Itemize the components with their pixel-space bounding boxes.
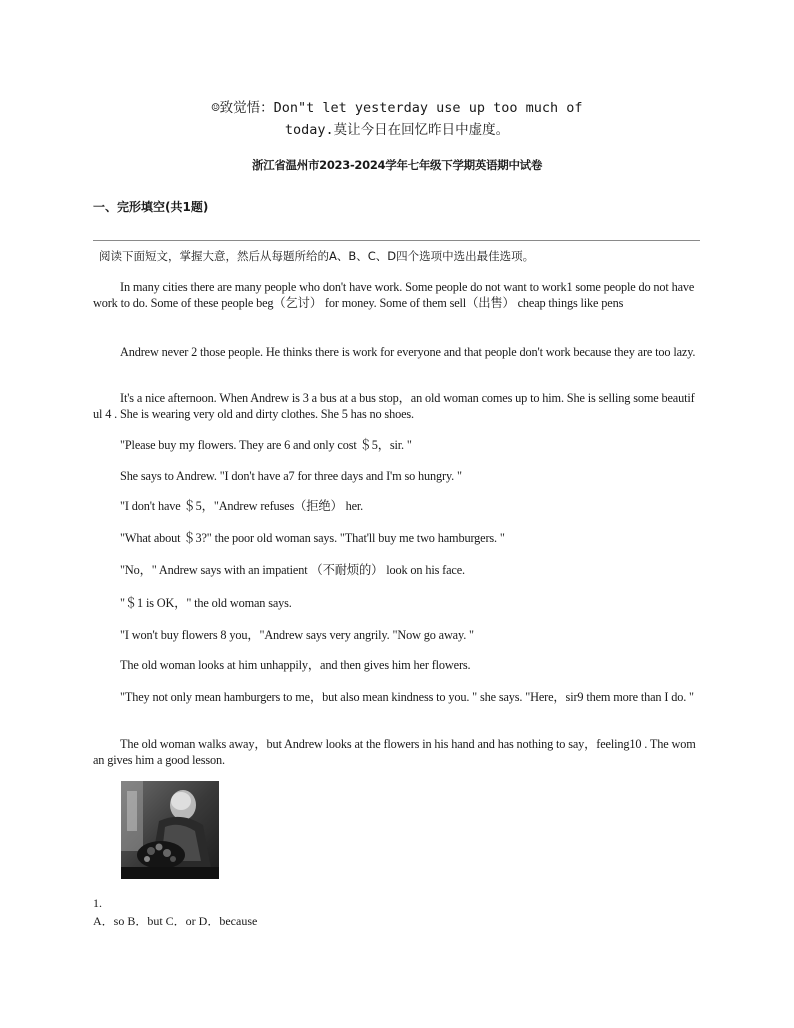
exam-title: 浙江省温州市2023-2024学年七年级下学期英语期中试卷: [251, 158, 543, 172]
passage-paragraph-4: "Please buy my flowers. They are 6 and only cost ＄5，sir. ": [120, 438, 412, 452]
passage-paragraph-8: "No，" Andrew says with an impatient （不耐烦的） look on his face.: [120, 563, 465, 577]
passage-paragraph-7: "What about ＄3?" the poor old woman says. "That'll buy me two hamburgers. ": [120, 531, 505, 545]
passage-paragraph-10: "I won't buy flowers 8 you，"Andrew says very angrily. "Now go away. ": [120, 628, 474, 642]
instruction-text: 阅读下面短文，掌握大意，然后从每题所给的A、B、C、D四个选项中选出最佳选项。: [99, 249, 535, 263]
passage-paragraph-12: "They not only mean hamburgers to me，but also mean kindness to you. " she says. "Here，sir9 them more than I do. ": [120, 690, 694, 704]
passage-paragraph-1: In many cities there are many people who don't have work. Some people do not want to work1 some people do not have work to do. Some of these people beg（乞讨） for money. Some of them sell（出售） cheap things like pens: [93, 280, 695, 310]
passage-paragraph-9: "＄1 is OK，" the old woman says.: [120, 596, 292, 610]
section-heading: 一、完形填空(共1题): [93, 200, 209, 214]
divider: [93, 240, 700, 241]
passage-paragraph-11: The old woman looks at him unhappily，and then gives him her flowers.: [120, 658, 471, 672]
passage-paragraph-6: "I don't have ＄5，"Andrew refuses（拒绝） her.: [120, 499, 364, 513]
passage-paragraph-5: She says to Andrew. "I don't have a7 for three days and I'm so hungry. ": [120, 469, 462, 483]
passage-paragraph-3: It's a nice afternoon. When Andrew is 3 a bus at a bus stop，an old woman comes up to him. She is selling some beautiful 4 . She is wearing very old and dirty clothes. She 5 has no shoes.: [93, 391, 695, 421]
question-number: 1.: [93, 896, 102, 910]
question-options: A．so B．but C．or D．because: [93, 914, 258, 928]
passage-paragraph-13: The old woman walks away，but Andrew looks at the flowers in his hand and has nothing to say，feeling10 . The woman gives him a good lesson.: [93, 737, 696, 767]
motto-line-1: ☺致觉悟：Don"t let yesterday use up too much of: [211, 100, 583, 116]
passage-photo: [121, 781, 219, 879]
passage-paragraph-2: Andrew never 2 those people. He thinks there is work for everyone and that people don't work because they are too lazy.: [120, 345, 696, 359]
motto-line-2: today.莫让今日在回忆昨日中虚度。: [284, 122, 510, 138]
